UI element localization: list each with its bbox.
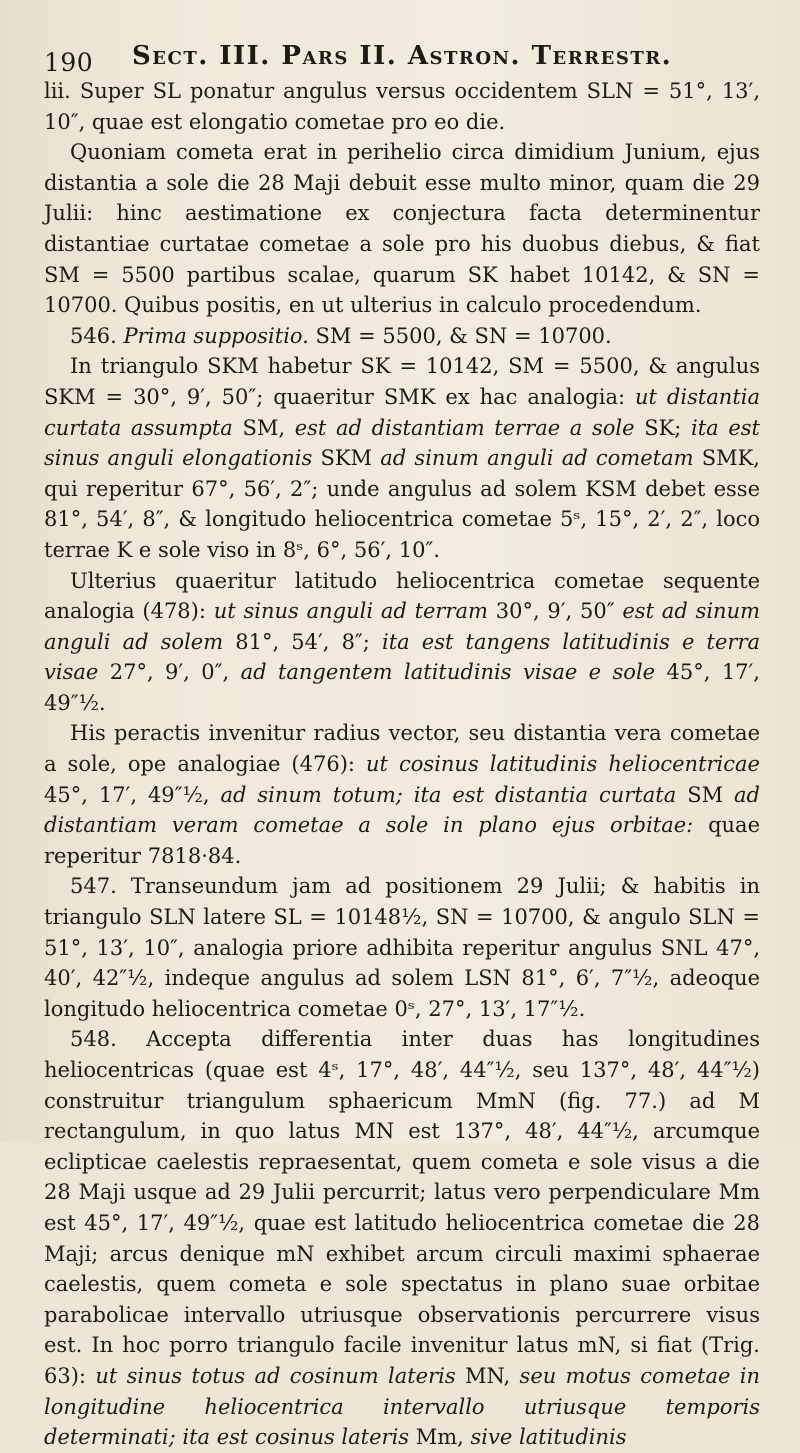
- italic-text-run: seu motus cometae in longitudine heliocentrica intervallo utriusque temporis determinati; ita est cosinus lateris: [44, 1363, 760, 1450]
- text-run: SK;: [634, 415, 692, 440]
- text-run: SM: [676, 782, 735, 807]
- body-text: [44, 76, 760, 1453]
- paragraph: [44, 351, 760, 565]
- text-run: In triangulo SKM habetur SK = 10142, SM = 5500, & angulus SKM = 30°, 9′, 50″; quaeritur SMK ex hac analogia:: [44, 354, 760, 409]
- text-run: Quoniam cometa erat in perihelio circa dimidium Junium, ejus distantia a sole die 28 Maji debuit esse multo minor, quam die 29 Julii: hinc aestimatione ex conjectura facta determinentur distantiae curtatae cometae a sole pro his duobus diebus, & fiat SM = 5500 partibus scalae, quarum SK habet 10142, & SN = 10700. Quibus positis, en ut ulterius in calculo procedendum.: [44, 140, 760, 318]
- italic-text-run: ut cosinus latitudinis heliocentricae: [366, 752, 760, 777]
- text-run: 45°, 17′, 49″½.: [44, 660, 760, 715]
- text-run: 548. Accepta differentia inter duas has longitudines heliocentricas (quae est 4ˢ, 17°, 48′, 44″½, seu 137°, 48′, 44″½) construitur triangulum sphaericum MmN (fig. 77.) ad M rectangulum, in quo latus MN est 137°, 48′, 44″½, arcumque eclipticae caelestis repraesentat, quem cometa e sole visus a die 28 Maji usque ad 29 Julii percurrit; latus vero perpendiculare Mm est 45°, 17′, 49″½, quae est latitudo heliocentrica cometae die 28 Maji; arcus denique mN exhibet arcum circuli maximi sphaerae caelestis, quem cometa e sole spectatus in plano suae orbitae parabolicae intervallo utriusque observationis percurrere visus est. In hoc porro triangulo facile invenitur latus mN, si fiat (Trig. 63):: [44, 1027, 760, 1388]
- italic-text-run: ita est tangens latitudinis e terra visae: [44, 629, 760, 685]
- italic-text-run: ad sinum totum; ita est distantia curtata: [220, 782, 677, 807]
- text-run: SM,: [232, 415, 295, 440]
- text-run: quae reperitur 7818·84.: [44, 813, 760, 868]
- paragraph: [44, 76, 760, 137]
- text-run: 547. Transeundum jam ad positionem 29 Julii; & habitis in triangulo SLN latere SL = 10148½, SN = 10700, & angulo SLN = 51°, 13′, 10″, analogia priore adhibita reperitur angulus SNL 47°, 40′, 42″½, indeque angulus ad solem LSN 81°, 6′, 7″½, adeoque longitudo heliocentrica cometae 0ˢ, 27°, 13′, 17″½.: [44, 874, 760, 1021]
- text-run: SM = 5500, & SN = 10700.: [308, 323, 612, 348]
- page-number: 190: [44, 48, 94, 77]
- paragraph: [44, 1024, 760, 1452]
- paragraph: [44, 871, 760, 1024]
- italic-text-run: ad tangentem latitudinis visae e sole: [240, 660, 656, 685]
- italic-text-run: ita est sinus anguli elongationis: [44, 415, 760, 471]
- italic-text-run: est ad sinum anguli ad solem: [44, 599, 761, 654]
- running-head: [44, 20, 760, 76]
- text-run: lii. Super SL ponatur angulus versus occidentem SLN = 51°, 13′, 10″, quae est elongatio cometae pro eo die.: [44, 79, 760, 134]
- paragraph: [44, 137, 760, 321]
- italic-text-run: ut distantia curtata assumpta: [44, 384, 761, 440]
- header-title: Sect. III. Pars II. Astron. Terrestr.: [132, 41, 673, 71]
- text-run: 27°, 9′, 0″,: [98, 660, 241, 685]
- italic-text-run: ad distantiam veram cometae a sole in plano ejus orbitae:: [44, 782, 760, 838]
- paragraph: [44, 718, 760, 871]
- text-run: 546.: [70, 323, 124, 348]
- text-run: 30°, 9′, 50″: [487, 599, 623, 624]
- text-run: His peractis invenitur radius vector, seu distantia vera cometae a sole, ope analogiae (476):: [44, 721, 760, 777]
- italic-text-run: ut sinus anguli ad terram: [213, 599, 488, 624]
- text-run: SMK, qui reperitur 67°, 56′, 2″; unde angulus ad solem KSM debet esse 81°, 54′, 8″, & longitudo heliocentrica cometae 5ˢ, 15°, 2′, 2″, loco terrae K e sole viso in 8ˢ, 6°, 56′, 10″.: [44, 446, 760, 562]
- paragraph: [44, 321, 760, 352]
- italic-text-run: Prima suppositio.: [123, 323, 309, 348]
- text-run: Mm,: [409, 1425, 471, 1450]
- paragraph: [44, 566, 760, 719]
- italic-text-run: ad sinum anguli ad cometam: [380, 446, 694, 471]
- text-run: 81°, 54′, 8″;: [223, 629, 382, 654]
- italic-text-run: ut sinus totus ad cosinum lateris: [95, 1363, 456, 1388]
- text-run: Ulterius quaeritur latitudo heliocentrica cometae sequente analogia (478):: [44, 568, 760, 624]
- text-run: SKM: [312, 446, 381, 471]
- italic-text-run: sive latitudinis: [470, 1425, 627, 1450]
- italic-text-run: est ad distantiam terrae a sole: [294, 415, 635, 440]
- text-run: 45°, 17′, 49″½,: [44, 782, 221, 807]
- text-run: MN,: [455, 1363, 520, 1388]
